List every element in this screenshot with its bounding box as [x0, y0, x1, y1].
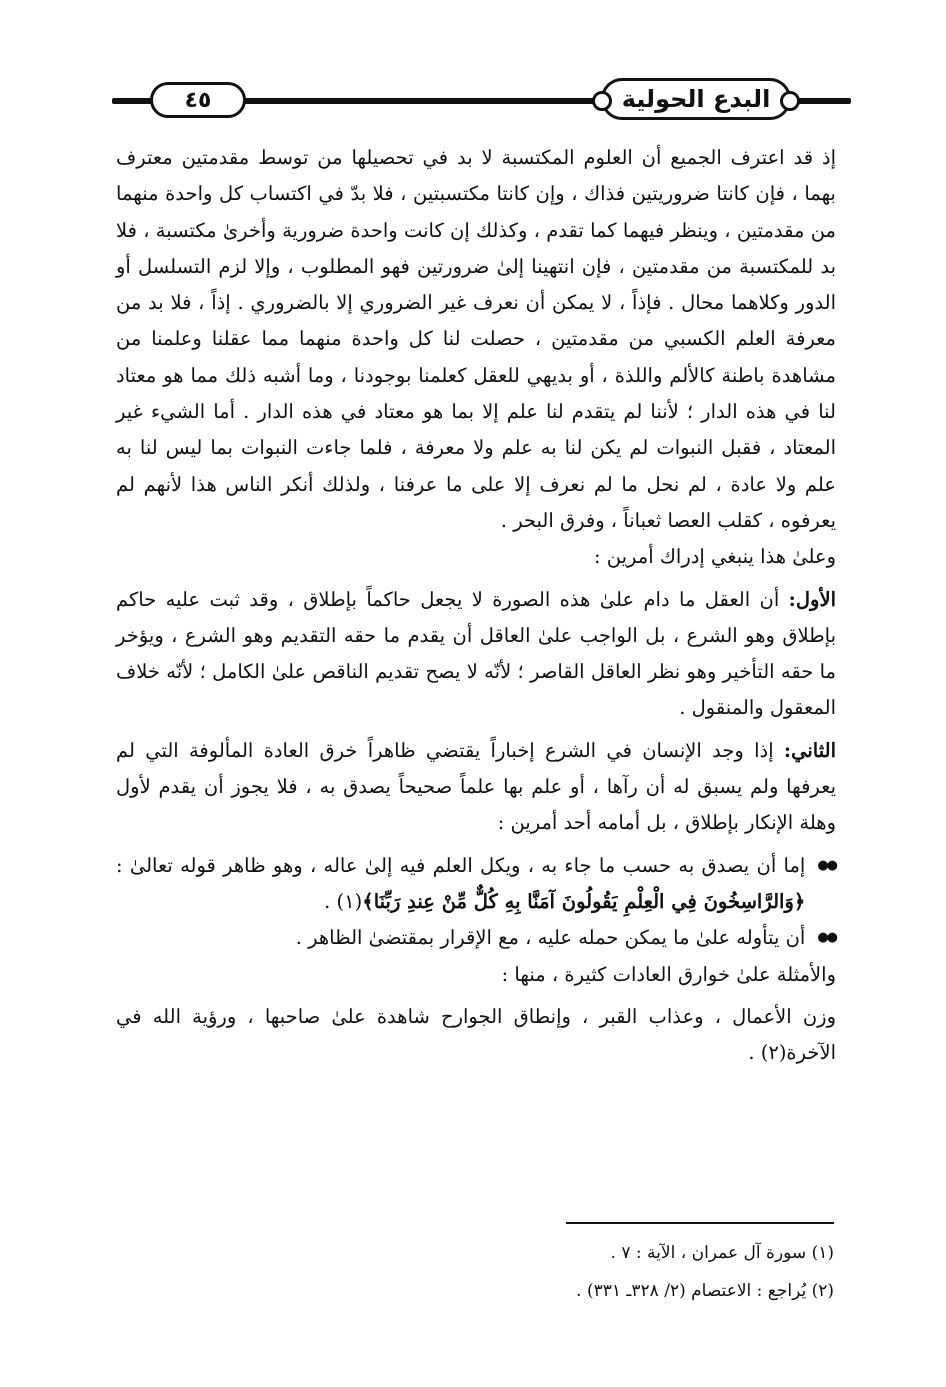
page-number: ٤٥ [150, 82, 246, 118]
paragraph-intro: إذ قد اعترف الجميع أن العلوم المكتسبة لا بد في تحصيلها من توسط مقدمتين معترف بهما ، فإن كانتا ضروريتين فذاك ، وإن كانتا مكتسبتين ، فلا بدّ في اكتساب كل واحدة منهما من مقدمتين ، وينظر فيهما كما تقدم ، وكذلك إن كانت واحدة ضرورية وأخرىٰ مكتسبة ، فلا بد للمكتسبة من مقدمتين ، فإن انتهينا إلىٰ ضرورتين فهو المطلوب ، وإلا لزم التسلسل أو الدور وكلاهما محال . فإذاً ، لا يمكن أن نعرف غير الضروري إلا بالضروري . إذاً ، فلا بد من معرفة العلم الكسبي من مقدمتين ، حصلت لنا كل واحدة منهما مما عقلنا وعلمنا من مشاهدة باطنة كالألم واللذة ، أو بديهي للعقل كعلمنا بوجودنا ، وما أشبه ذلك مما هو معتاد لنا في هذه الدار ؛ لأننا لم يتقدم لنا علم إلا بما هو معتاد في هذه الدار . أما الشيء غير المعتاد ، فقبل النبوات لم يكن لنا به علم ولا معرفة ، فلما جاءت النبوات بما ليس لنا به علم ولا عادة ، لم نحل ما لم نعرف إلا على ما عرفنا ، ولذلك أنكر الناس هذا لأنهم لم يعرفوه ، كقلب العصا ثعباناً ، وفرق البحر . [116, 146, 836, 532]
footnote-divider [566, 1222, 834, 1224]
paragraph-two-matters: وعلىٰ هذا ينبغي إدراك أمرين : [593, 545, 836, 569]
first-text: أن العقل ما دام علىٰ هذه الصورة لا يجعل حاكماً بإطلاق ، وقد ثبت عليه حاكم بإطلاق وهو الشرع ، بل الواجب علىٰ العاقل أن يقدم ما حقه التقديم وهو الشرع ، ويؤخر ما حقه التأخير وهو نظر العاقل القاصر ؛ لأنّه لا يصح تقديم الناقص علىٰ الكامل ؛ لأنّه خلاف المعقول والمنقول . [116, 587, 836, 720]
quran-verse: ﴿وَالرَّاسِخُونَ فِي الْعِلْمِ يَقُولُونَ آمَنَّا بِهِ كُلٌّ مِّنْ عِندِ رَبِّنَا﴾ [362, 889, 806, 913]
footnote-ref-1: (١) . [324, 889, 363, 913]
book-title: البدع الحولية [601, 78, 791, 120]
second-text: إذا وجد الإنسان في الشرع إخباراً يقتضي ظاهراً خرق العادة المألوفة التي لم يعرفها ولم يسبق له أن رآها ، أو علم بها علماً صحيحاً يصدق به ، فلا يجوز أن يقدم لأول وهلة الإنكار بإطلاق ، بل أمامه أحد أمرين : [116, 738, 836, 835]
paragraph-examples-list: وزن الأعمال ، وعذاب القبر ، وإنطاق الجوارح شاهدة علىٰ صاحبها ، ورؤية الله في الآخرة(٢) . [116, 1004, 836, 1065]
running-header [112, 78, 851, 124]
list-item [116, 848, 836, 921]
paragraph-second [116, 733, 836, 842]
paragraph-examples: والأمثلة علىٰ خوارق العادات كثيرة ، منها : [501, 962, 836, 986]
list-item [116, 920, 836, 956]
first-label: الأول: [788, 587, 836, 611]
second-label: الثاني: [783, 738, 836, 762]
paragraph-first [116, 582, 836, 727]
bullet1-text: إما أن يصدق به حسب ما جاء به ، ويكل العلم فيه إلىٰ عاله ، وهو ظاهر قوله تعالىٰ : [116, 853, 806, 877]
bullet-icon: ●● [817, 857, 836, 873]
footnote-1: (١) سورة آل عمران ، الآية : ٧ . [610, 1243, 834, 1263]
main-text [116, 140, 836, 1071]
footnote-2: (٢) يُراجع : الاعتصام (٢/ ٣٢٨ـ ٣٣١) . [576, 1281, 834, 1301]
bullet2-text: أن يتأوله علىٰ ما يمكن حمله عليه ، مع الإقرار بمقتضىٰ الظاهر . [295, 926, 806, 950]
bullet-icon: ●● [817, 930, 836, 946]
footnotes [116, 1234, 834, 1310]
